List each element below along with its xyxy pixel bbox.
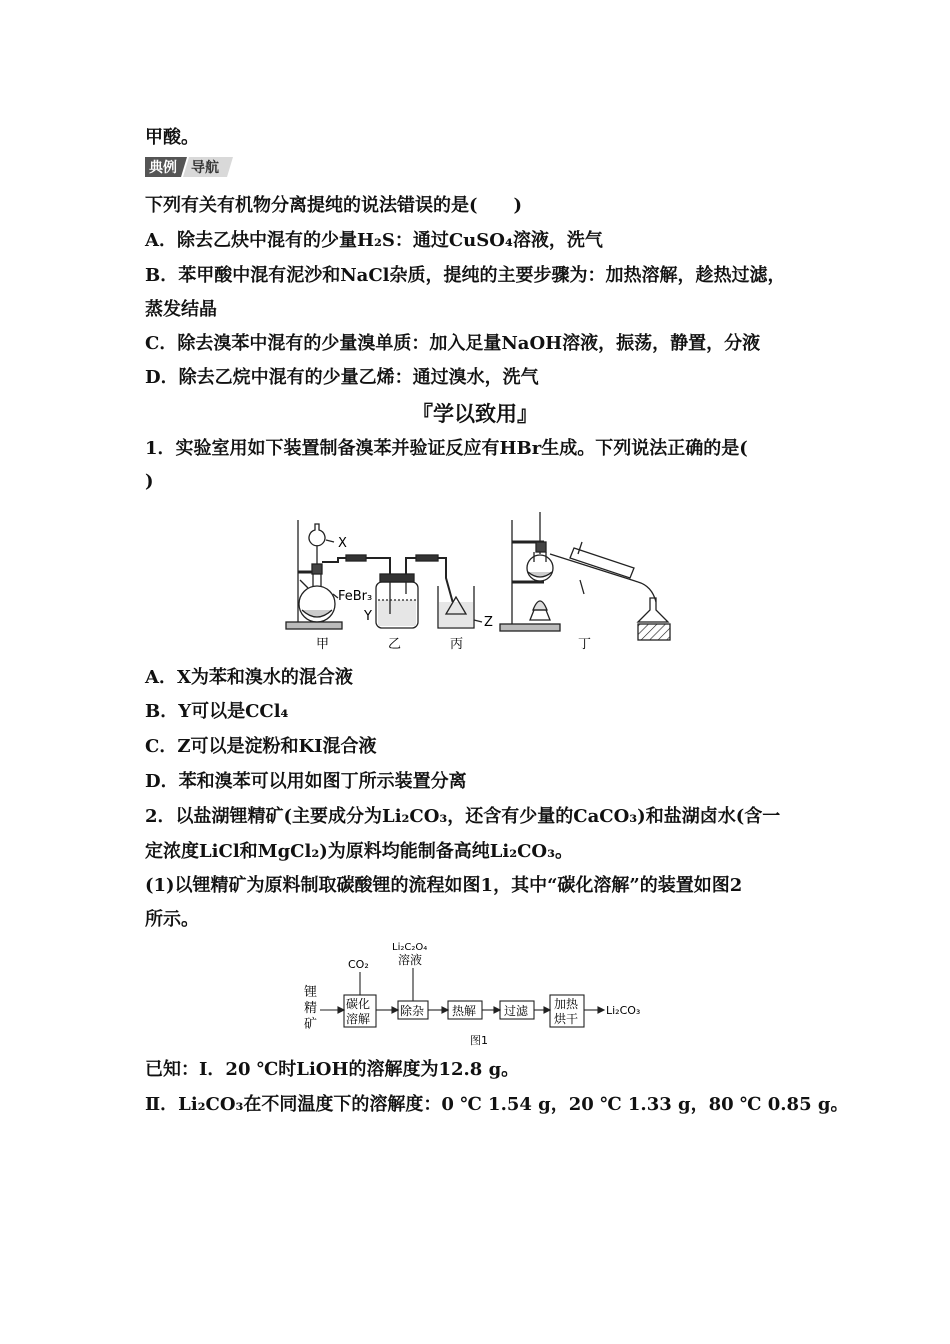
caption-ding: 丁 — [578, 637, 592, 652]
q1-option-a: A．X为苯和溴水的混合液 — [145, 667, 353, 688]
flow-step5-line1: 加热 — [554, 997, 579, 1011]
caption-jia: 甲 — [316, 637, 330, 652]
caption-yi: 乙 — [388, 637, 402, 652]
q1-stem-line2: ) — [145, 471, 154, 492]
label-y: Y — [364, 609, 372, 624]
section-title: 『学以致用』 — [412, 401, 538, 426]
label-z: Z — [484, 615, 493, 630]
label-febr3: FeBr₃ — [338, 589, 373, 604]
flow-output: Li₂CO₃ — [606, 1004, 641, 1017]
q2-stem-line2: 定浓度LiCl和MgCl₂)为原料均能制备高纯Li₂CO₃。 — [145, 841, 573, 862]
example-option-d: D．除去乙烷中混有的少量乙烯：通过溴水，洗气 — [145, 367, 539, 388]
example-option-c: C．除去溴苯中混有的少量溴单质：加入足量NaOH溶液，振荡，静置，分液 — [145, 333, 761, 354]
flow-input-1: 锂 — [304, 985, 318, 1000]
badge-part2: 导航 — [191, 160, 219, 176]
flow-step3: 热解 — [452, 1004, 477, 1018]
flow-caption: 图1 — [470, 1034, 488, 1047]
example-option-a: A．除去乙炔中混有的少量H₂S：通过CuSO₄溶液，洗气 — [145, 230, 603, 251]
q1-option-c: C．Z可以是淀粉和KI混合液 — [145, 736, 377, 757]
q1-option-d: D．苯和溴苯可以用如图丁所示装置分离 — [145, 771, 467, 792]
intro-tail: 甲酸。 — [145, 127, 199, 148]
example-question: 下列有关有机物分离提纯的说法错误的是( ) — [145, 195, 523, 216]
q2-part1-line1: (1)以锂精矿为原料制取碳酸锂的流程如图1，其中“碳化溶解”的装置如图2 — [145, 875, 743, 896]
badge-part1: 典例 — [149, 160, 177, 176]
flow-solution: 溶液 — [398, 953, 423, 967]
flow-step1-line1: 碳化 — [346, 997, 371, 1011]
flow-step1-line2: 溶解 — [346, 1012, 371, 1026]
caption-bing: 丙 — [450, 637, 464, 652]
known-2: Ⅱ．Li₂CO₃在不同温度下的溶解度：0 ℃ 1.54 g，20 ℃ 1.33 g，80 ℃ 0.85 g。 — [145, 1094, 849, 1115]
q2-part1-line2: 所示。 — [145, 909, 199, 930]
flow-input-3: 矿 — [304, 1017, 318, 1032]
example-option-b-line2: 蒸发结晶 — [145, 299, 217, 320]
q2-stem-line1: 2．以盐湖锂精矿(主要成分为Li₂CO₃，还含有少量的CaCO₃)和盐湖卤水(含一 — [145, 806, 781, 827]
flow-co2: CO₂ — [348, 958, 369, 971]
example-option-b-line1: B．苯甲酸中混有泥沙和NaCl杂质，提纯的主要步骤为：加热溶解，趁热过滤， — [145, 265, 786, 286]
flow-step2: 除杂 — [400, 1004, 425, 1018]
q1-stem-line1: 1．实验室用如下装置制备溴苯并验证反应有HBr生成。下列说法正确的是( — [145, 438, 748, 459]
known-1: 已知：Ⅰ．20 ℃时LiOH的溶解度为12.8 g。 — [145, 1059, 520, 1080]
flow-li2c2o4: Li₂C₂O₄ — [392, 942, 428, 953]
apparatus-figure — [278, 502, 678, 652]
label-x: X — [338, 536, 347, 551]
example-guide-badge — [145, 157, 233, 177]
flow-chart-figure — [300, 938, 660, 1048]
flow-input-2: 精 — [304, 1001, 318, 1016]
q1-option-b: B．Y可以是CCl₄ — [145, 701, 289, 722]
flow-step4: 过滤 — [504, 1004, 529, 1018]
flow-step5-line2: 烘干 — [554, 1012, 579, 1026]
